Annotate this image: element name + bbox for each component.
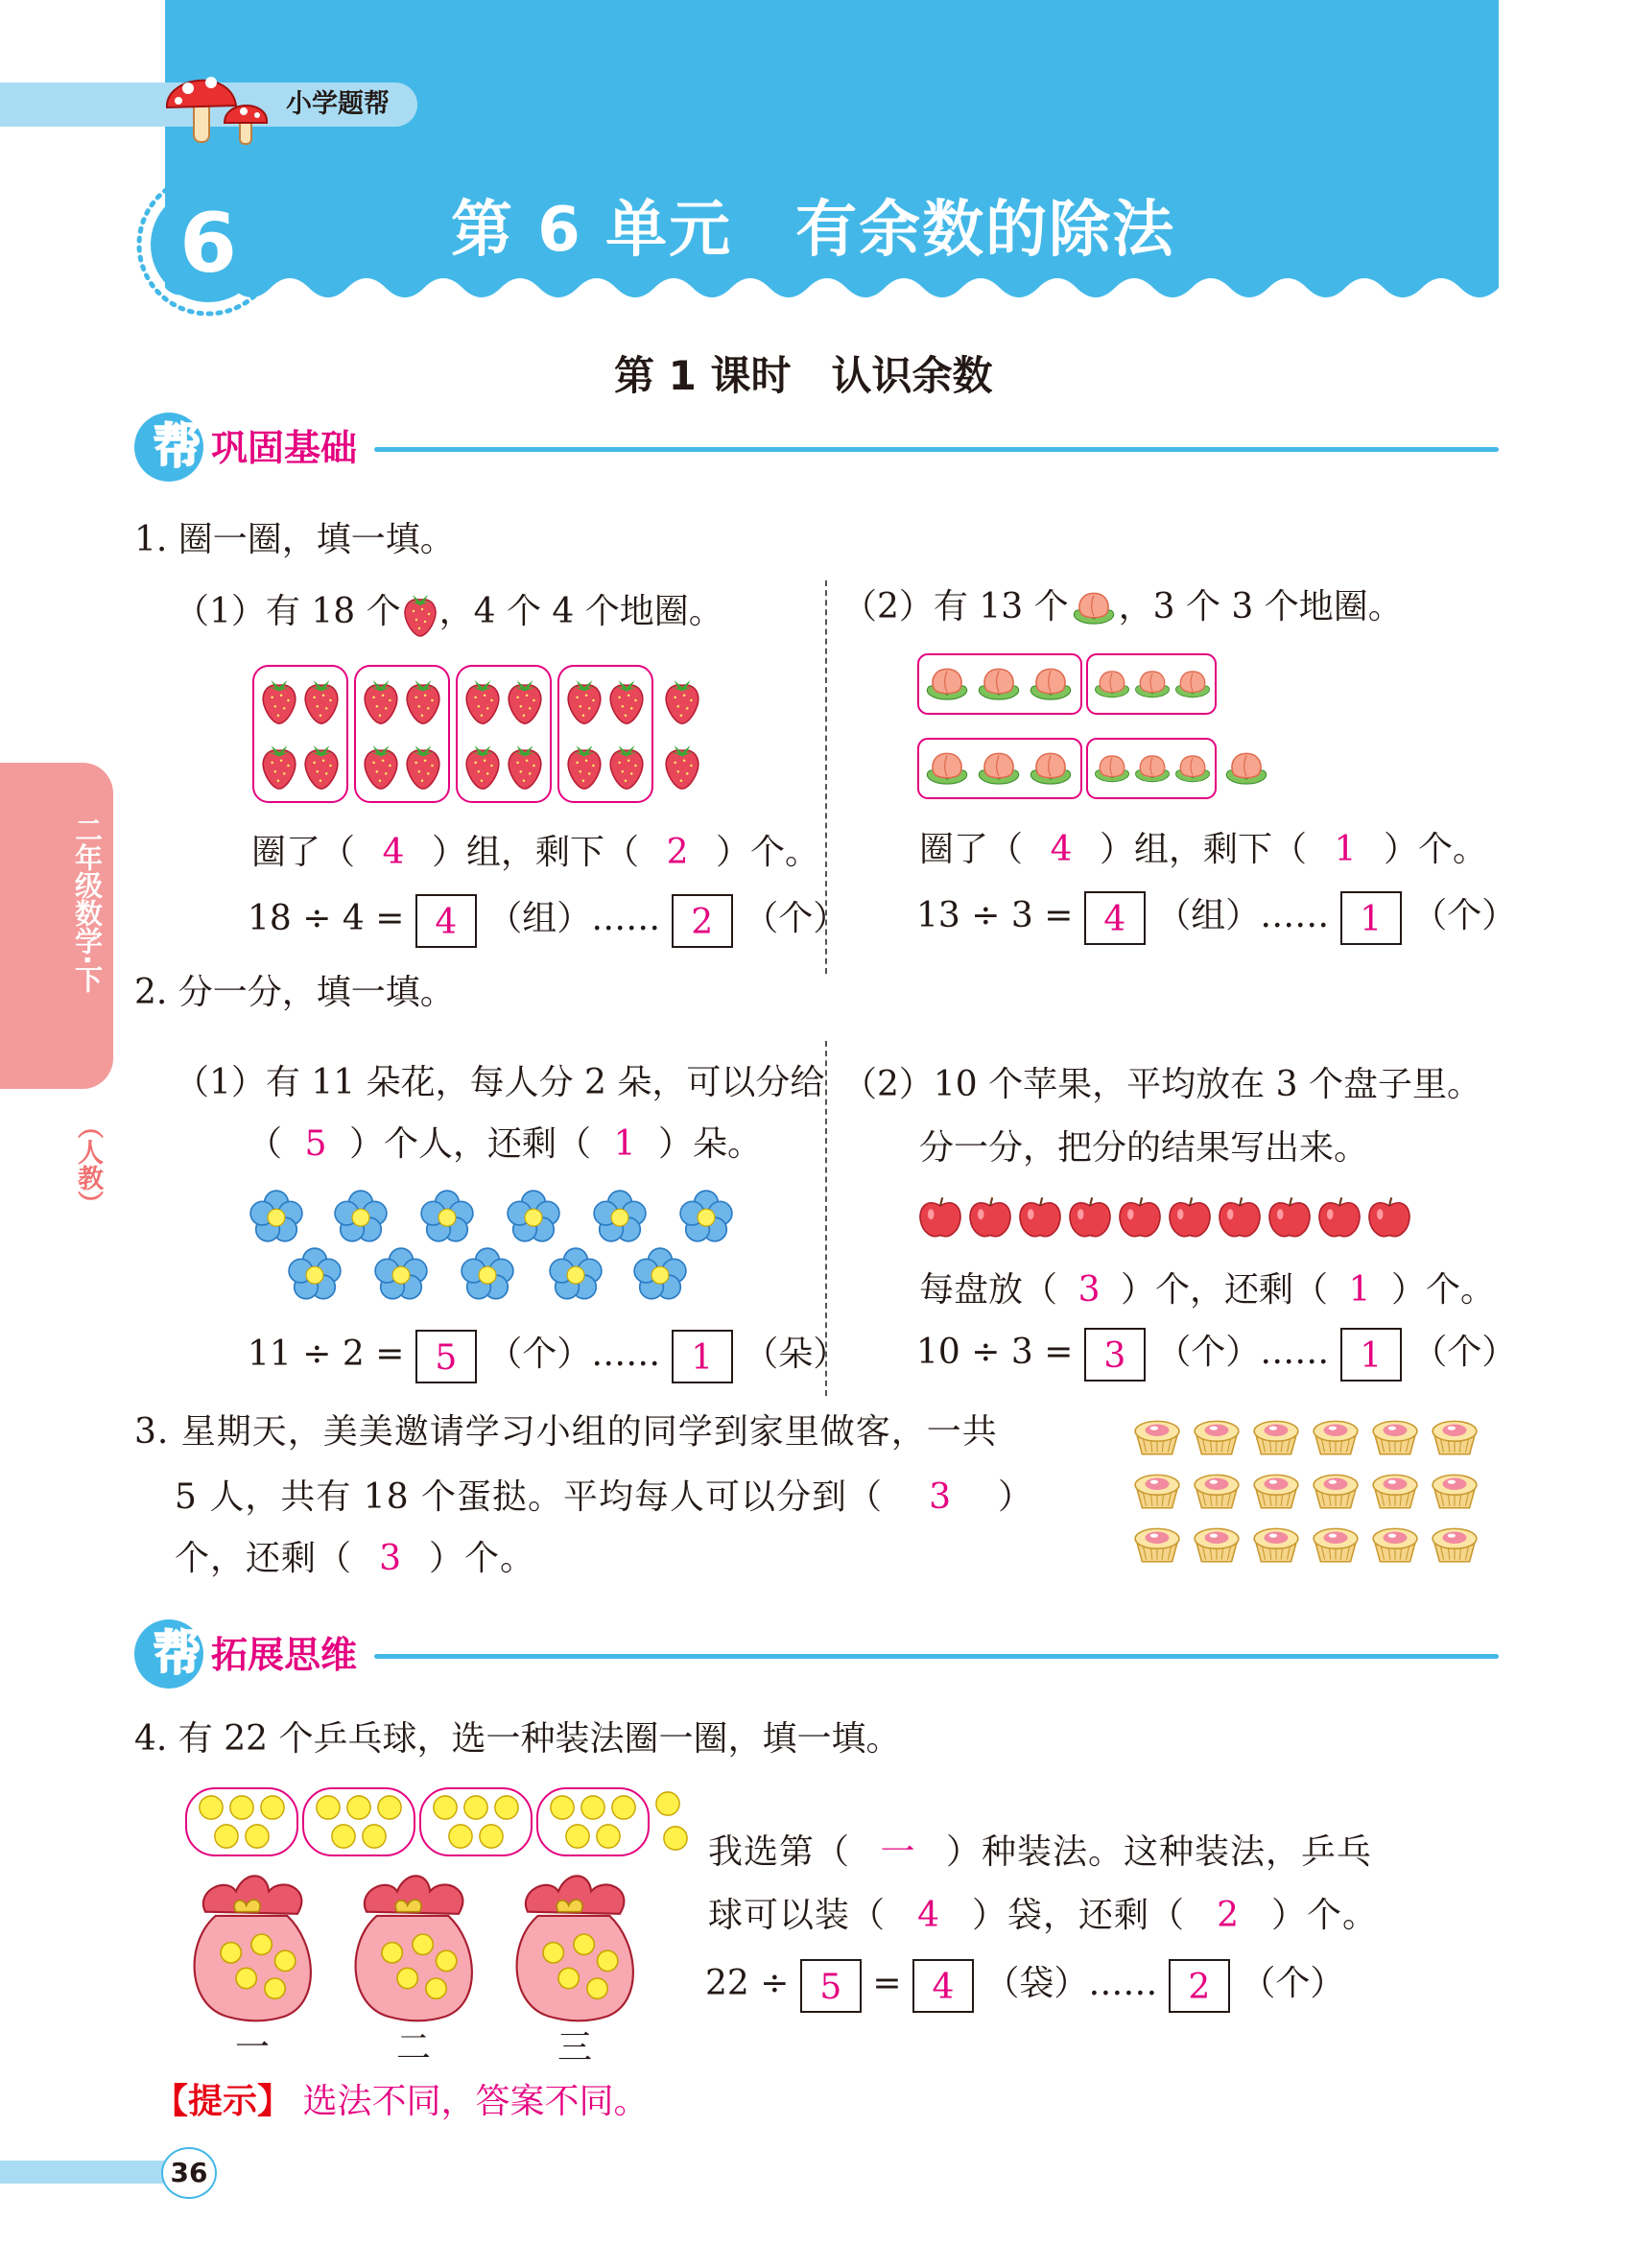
q1a-quotient-box[interactable]: 4 [415,894,477,948]
q4-eq-unit1: （袋）…… [984,1964,1158,2003]
section-title-basic: 巩固基础 [211,427,358,469]
q1a-prompt [175,587,723,641]
section-title-extend: 拓展思维 [211,1634,358,1676]
q1a-prompt-pre: （1）有 18 个 [175,592,401,631]
q2a-eq-unit1: （个）…… [487,1335,661,1374]
q2a-eq-unit2: （朵） [744,1335,848,1374]
q2b-line3 [919,1266,1495,1314]
q4-stem: 4. 有 22 个乒乓球，选一种装法圈一圈，填一填。 [134,1719,901,1759]
q2b-eq-expr: 10 ÷ 3 = [916,1333,1074,1372]
q2b-eq-unit1: （个）…… [1156,1333,1330,1372]
section-rule-extend [374,1654,1499,1659]
q4-line1 [708,1829,1372,1877]
q2a-remain-answer[interactable]: 1 [613,1124,636,1164]
q2b-quotient-box[interactable]: 3 [1084,1328,1146,1382]
unit-title: 第 6 单元 有余数的除法 [451,195,1176,266]
q1b-circled [919,826,1487,874]
brand-label: 小学题帮 [286,89,390,119]
q3-l3-post: ）个。 [429,1539,536,1578]
q2b-line1: （2）10 个苹果，平均放在 3 个盘子里。 [842,1065,1481,1104]
q4-eq-pre: 22 ÷ [705,1964,790,2003]
q2b-l3-post: ）个。 [1391,1270,1496,1310]
q1b-remainder-box[interactable]: 1 [1340,891,1402,945]
q1a-strawberry-groups [249,662,720,806]
q1b-circled-post: ）个。 [1384,830,1488,869]
q1a-eq-expr: 18 ÷ 4 = [248,899,405,938]
q1a-eq-unit1: （组）…… [487,899,661,938]
q1a-remain-answer[interactable]: 2 [666,833,689,872]
q3-line1: 3. 星期天，美美邀请学习小组的同学到家里做客，一共 [134,1412,998,1452]
q2a-eq-expr: 11 ÷ 2 = [248,1335,405,1374]
page-number: 36 [161,2147,217,2199]
section-badge-char: 帮 [154,418,201,474]
q4-l2-mid: ）袋，还剩（ [972,1896,1186,1935]
q1b-circled-pre: 圈了（ [919,830,1024,869]
q3-egg-tarts [1132,1410,1497,1573]
side-tab-edition: （人教） [73,1113,103,1217]
lesson-title: 第 1 课时 认识余数 [614,352,993,399]
side-tab-label: 二年级数学·下 [71,815,104,994]
q4-bags-answer[interactable]: 4 [917,1896,940,1935]
bag-label-2: 二 [395,2028,431,2067]
q1a-equation [248,894,847,948]
q2b-equation [916,1328,1516,1382]
q1b-remain-answer[interactable]: 1 [1334,830,1357,869]
q3-l2-pre: 5 人，共有 18 个蛋挞。平均每人可以分到（ [175,1477,884,1517]
q1a-circled [251,829,819,877]
q1a-prompt-post: ，4 个 4 个地圈。 [438,592,723,631]
hint-label: 【提示】 [154,2082,293,2121]
q1a-remainder-box[interactable]: 2 [672,894,733,948]
q2a-remainder-box[interactable]: 1 [672,1330,733,1383]
q3-l3-pre: 个，还剩（ [175,1539,353,1578]
bag-icon-2 [345,1871,480,2024]
q1b-eq-unit2: （个） [1412,896,1517,935]
q2a-quotient-box[interactable]: 5 [415,1330,477,1383]
q2a-l2-pre: （ [248,1124,283,1164]
section-rule-basic [374,447,1499,452]
q2a-people-answer[interactable]: 5 [304,1124,327,1164]
section-badge-char-extend: 帮 [154,1625,201,1681]
peach-icon [1069,588,1119,630]
q1b-eq-expr: 13 ÷ 3 = [916,896,1074,935]
q1a-eq-unit2: （个） [744,899,848,938]
q1a-circled-pre: 圈了（ [251,833,356,872]
q1b-equation [916,891,1516,945]
q2-stem: 2. 分一分，填一填。 [134,973,455,1012]
q4-ball-groups [184,1784,693,1861]
q3-each-answer[interactable]: 3 [929,1477,952,1517]
q2a-flowers [249,1190,748,1305]
q1-divider [825,580,827,974]
q2a-l2-mid: ）个人，还剩（ [349,1124,592,1164]
q1-stem: 1. 圈一圈，填一填。 [134,520,455,559]
q2b-line2: 分一分，把分的结果写出来。 [919,1128,1369,1168]
q1b-circled-mid: ）组，剩下（ [1100,830,1308,869]
q2b-each-answer[interactable]: 3 [1077,1270,1101,1310]
bag-icon-1 [184,1871,319,2024]
q1a-groups-answer[interactable]: 4 [382,833,405,872]
q4-remainder-box[interactable]: 2 [1169,1959,1230,2013]
q2b-l3-mid: ）个，还剩（ [1121,1270,1329,1310]
bag-label-3: 三 [557,2028,592,2067]
q4-eq-unit2: （个） [1241,1964,1345,2003]
q4-remain-answer[interactable]: 2 [1217,1896,1240,1935]
q4-eq-equals: = [872,1964,902,2003]
bag-icon-3 [507,1871,641,2024]
q2a-line2 [248,1121,762,1169]
q2b-remain-answer[interactable]: 1 [1348,1270,1371,1310]
q2a-equation [248,1330,847,1383]
q4-choice-answer[interactable]: 一 [880,1832,916,1872]
q1b-prompt [842,583,1403,631]
q2b-apples [916,1192,1425,1245]
q1b-quotient-box[interactable]: 4 [1084,891,1146,945]
q1b-eq-unit1: （组）…… [1156,896,1330,935]
q1a-circled-mid: ）组，剩下（ [432,833,640,872]
q2a-line1: （1）有 11 朵花，每人分 2 朵，可以分给 [175,1063,825,1102]
q1b-peach-groups [916,652,1319,802]
unit-number: 6 [179,196,237,292]
q1b-prompt-pre: （2）有 13 个 [842,587,1069,626]
q3-l2-post: ） [998,1477,1034,1517]
q2b-eq-unit2: （个） [1412,1333,1517,1372]
q2b-remainder-box[interactable]: 1 [1340,1328,1402,1382]
q2a-l2-post: ）朵。 [658,1124,763,1164]
q1a-circled-post: ）个。 [716,833,820,872]
q2b-l3-pre: 每盘放（ [919,1270,1058,1310]
q4-quotient-box[interactable]: 4 [912,1959,974,2013]
q1b-groups-answer[interactable]: 4 [1050,830,1073,869]
q4-l1-post: ）种装法。这种装法，乒乓 [946,1832,1373,1872]
q4-l2-pre: 球可以装（ [708,1896,887,1935]
hint-text: 选法不同，答案不同。 [302,2082,649,2121]
q4-equation [705,1959,1344,2013]
strawberry-icon [401,587,439,641]
q4-l2-post: ）个。 [1271,1896,1379,1935]
q3-line2 [175,1474,1033,1522]
q1b-prompt-post: ，3 个 3 个地圈。 [1118,587,1403,626]
q3-remain-answer[interactable]: 3 [379,1539,402,1578]
q3-line3 [175,1535,535,1583]
hint [154,2078,648,2126]
q2-divider [825,1041,827,1396]
q4-line2 [708,1892,1378,1940]
mushroom-icon [163,58,278,146]
bag-label-1: 一 [234,2028,270,2067]
q4-l1-pre: 我选第（ [708,1832,851,1872]
q4-divisor-box[interactable]: 5 [800,1959,862,2013]
